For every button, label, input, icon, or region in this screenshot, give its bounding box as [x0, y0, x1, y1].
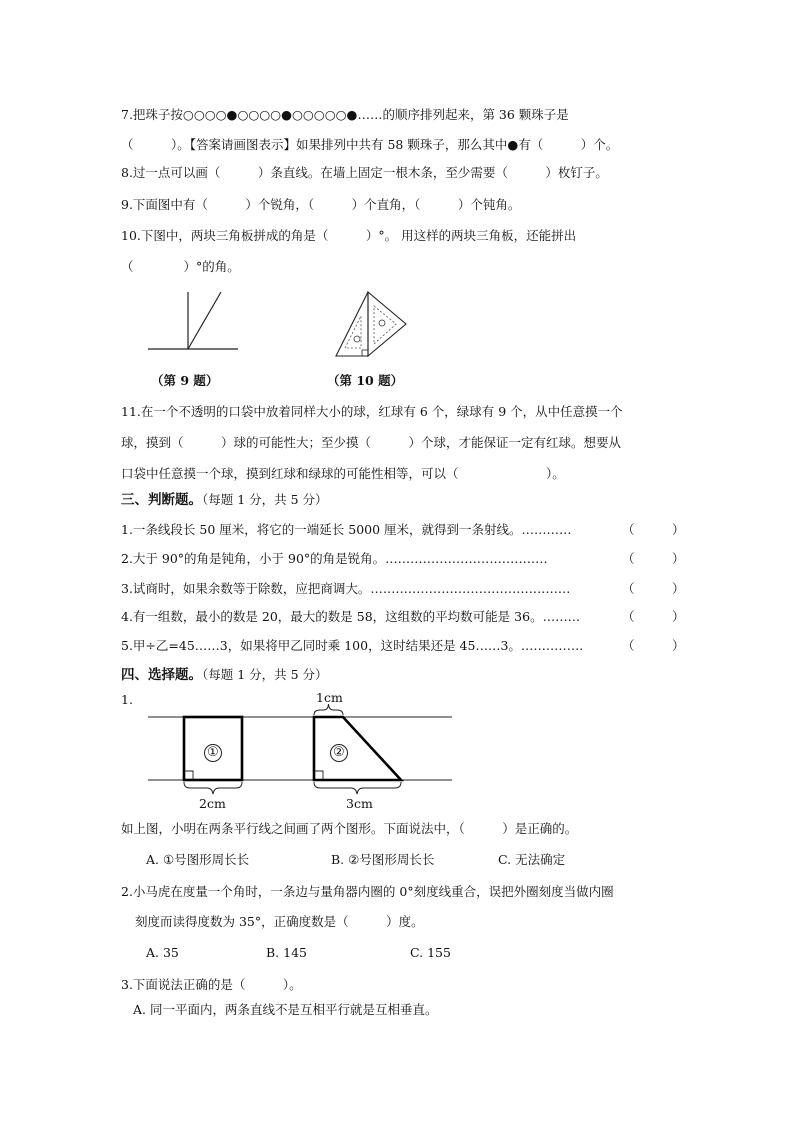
figure-2-label: ②	[333, 745, 345, 760]
section3-title: 三、判断题。	[121, 492, 202, 508]
choice1-number: 1.	[121, 692, 133, 707]
choice1-option-c[interactable]: C. 无法确定	[498, 852, 566, 867]
choice2-line1: 2.小马虎在度量一个角时，一条边与量角器内圈的 0°刻度线重合，误把外圈刻度当做内圈	[121, 884, 614, 899]
choice2-option-a[interactable]: A. 35	[146, 945, 179, 960]
figure-2-trapezoid	[314, 717, 401, 780]
q7-line2: （ ）。【答案请画图表示】如果排列中共有 58 颗珠子，那么其中●有（ ）个。	[121, 137, 619, 152]
section3-note: （每题 1 分，共 5 分）	[202, 492, 328, 507]
q10-caption: （第 10 题）	[327, 373, 404, 388]
judge-item-1: 1.一条线段长 50 厘米，将它的一端延长 5000 厘米，就得到一条射线。…………	[121, 522, 572, 537]
choice1-option-a[interactable]: A. ①号图形周长长	[146, 852, 250, 867]
judge-item-4: 4.有一组数，最小的数是 20，最大的数是 58，这组数的平均数可能是 36。………	[121, 609, 581, 624]
section4-title: 四、选择题。	[121, 667, 202, 683]
q11-line3: 口袋中任意摸一个球，摸到红球和绿球的可能性相等，可以（ ）。	[121, 466, 565, 481]
choice2-line2: 刻度而读得度数为 35°，正确度数是（ ）度。	[135, 914, 424, 929]
choice2-option-b[interactable]: B. 145	[266, 945, 307, 960]
judge-item-2: 2.大于 90°的角是钝角，小于 90°的角是锐角。…………………………………	[121, 551, 548, 566]
q9-caption: （第 9 题）	[151, 373, 219, 388]
judge-item-3: 3.试商时，如果余数等于除数，应把商调大。…………………………………………	[121, 581, 571, 596]
figure-1-label: ①	[207, 745, 219, 760]
section4-note: （每题 1 分，共 5 分）	[202, 667, 328, 682]
q10-line2: （ ）°的角。	[121, 259, 240, 274]
choice3-option-a[interactable]: A. 同一平面内，两条直线不是互相平行就是互相垂直。	[133, 1002, 438, 1017]
q11-line2: 球，摸到（ ）球的可能性大；至少摸（ ）个球，才能保证一定有红球。想要从	[121, 435, 622, 450]
judge-answer-4[interactable]: （ ）	[622, 609, 685, 624]
judge-answer-3[interactable]: （ ）	[622, 581, 685, 596]
q11-line1: 11.在一个不透明的口袋中放着同样大小的球，红球有 6 个，绿球有 9 个，从中任意摸一个	[121, 404, 623, 419]
choice2-option-c[interactable]: C. 155	[410, 945, 451, 960]
judge-item-5: 5.甲÷乙=45……3，如果将甲乙同时乘 100，这时结果还是 45……3。……………	[121, 638, 584, 653]
top-length-label: 1cm	[316, 690, 343, 705]
judge-answer-2[interactable]: （ ）	[622, 551, 685, 566]
choice1-stem: 如上图，小明在两条平行线之间画了两个图形。下面说法中，（ ）是正确的。	[121, 821, 578, 836]
q8-text: 8.过一点可以画（ ）条直线。在墙上固定一根木条，至少需要（ ）枚钉子。	[121, 165, 608, 180]
q9-text: 9.下面图中有（ ）个锐角，（ ）个直角，（ ）个钝角。	[121, 197, 521, 212]
bottom-length-label-1: 2cm	[199, 796, 226, 811]
choice1-option-b[interactable]: B. ②号图形周长长	[331, 852, 435, 867]
q7-line1: 7.把珠子按○○○○●○○○○●○○○○○●……的顺序排列起来，第 36 颗珠子是	[121, 107, 569, 122]
judge-answer-1[interactable]: （ ）	[622, 522, 685, 537]
bottom-length-label-2: 3cm	[346, 796, 373, 811]
judge-answer-5[interactable]: （ ）	[622, 638, 685, 653]
choice3-stem: 3.下面说法正确的是（ ）。	[121, 977, 302, 992]
q10-line1: 10.下图中，两块三角板拼成的角是（ ）°。 用这样的两块三角板，还能拼出	[121, 228, 577, 243]
